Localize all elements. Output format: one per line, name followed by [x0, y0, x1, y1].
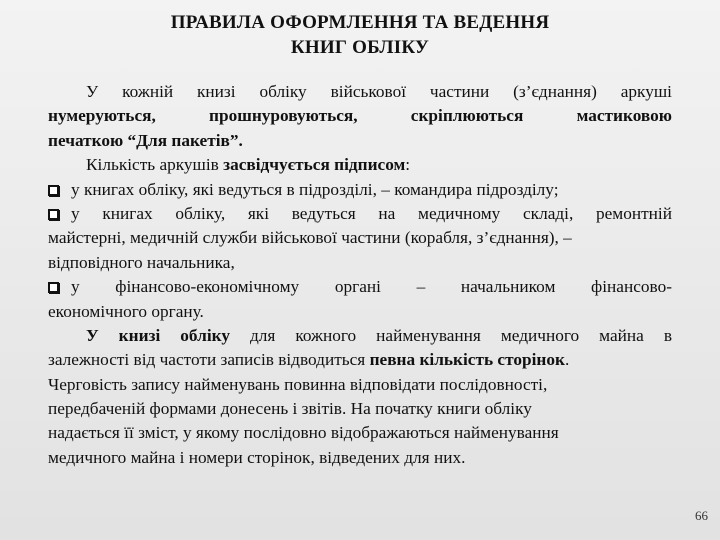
word: майна	[599, 325, 644, 345]
bullet-word	[48, 202, 80, 226]
para1-line3: печаткою “Для пакетів”.	[48, 130, 243, 150]
body-text	[48, 80, 672, 470]
bullet-item-2-line2: майстерні, медичній служби військової частини (корабля, з’єднання), –	[48, 228, 572, 248]
word: обліку	[180, 325, 230, 345]
word: У	[86, 82, 99, 101]
word: у	[71, 203, 80, 223]
word: начальником	[460, 277, 556, 297]
checkbox-bullet-icon	[48, 282, 59, 293]
para1-line1	[48, 80, 672, 104]
word: ремонтній	[595, 203, 672, 223]
word: які	[247, 203, 270, 223]
word: прошнуровуються,	[209, 106, 358, 126]
para3-line3: Черговість запису найменувань повинна відповідати послідовності,	[48, 374, 548, 394]
word: кожній	[122, 82, 174, 101]
word: нумеруються,	[48, 106, 156, 126]
word: складі,	[523, 203, 574, 223]
word: аркуші	[620, 82, 672, 101]
bullet-item-3-line2: економічного органу.	[48, 301, 204, 321]
word: ведуться	[291, 203, 356, 223]
para2-bold-text: засвідчується підписом	[223, 155, 406, 175]
word: на	[378, 203, 396, 223]
word: книзі	[197, 82, 236, 101]
word: медичному	[418, 203, 501, 223]
bullet-item-3	[48, 275, 672, 299]
para2-text: Кількість аркушів	[86, 155, 224, 175]
bullet-item-1	[48, 178, 672, 202]
para2-colon: :	[405, 155, 411, 175]
page-title	[40, 10, 680, 60]
para3-line2-text: залежності від частоти записів відводиться	[48, 350, 370, 370]
para3-line6: медичного майна і номери сторінок, відведених для них.	[48, 447, 466, 467]
word: фінансово-	[591, 277, 672, 297]
word: обліку	[259, 82, 307, 101]
word: найменування	[376, 325, 481, 345]
word: для	[249, 325, 276, 345]
word: мастиковою	[576, 106, 672, 126]
para3-line2	[48, 348, 672, 372]
word: обліку,	[175, 203, 226, 223]
word: кожного	[295, 325, 357, 345]
para3-line5: надається її зміст, у якому послідовно відображаються найменування	[48, 423, 559, 443]
word: органі	[334, 277, 381, 297]
checkbox-bullet-icon	[48, 209, 59, 220]
bullet-word	[48, 275, 80, 299]
word: медичного	[500, 325, 580, 345]
word: фінансово-економічному	[115, 277, 300, 297]
word: У	[86, 325, 99, 345]
word: скріплюються	[410, 106, 524, 126]
word: книзі	[118, 325, 161, 345]
bullet-item-2-line3: відповідного начальника,	[48, 252, 235, 272]
checkbox-bullet-icon	[48, 185, 59, 196]
word: (з’єднання)	[513, 82, 597, 101]
word: частини	[429, 82, 490, 101]
bullet-item-2	[48, 202, 672, 226]
word: військової	[330, 82, 407, 101]
para3-line4: передбаченій формами донесень і звітів. На початку книги обліку	[48, 399, 532, 419]
para2-line	[48, 153, 672, 177]
word: –	[416, 277, 426, 297]
title-line-1: ПРАВИЛА ОФОРМЛЕННЯ ТА ВЕДЕННЯ	[170, 12, 550, 33]
bullet-item-1-text: у книгах обліку, які ведуться в підрозділі, – командира підрозділу;	[71, 179, 559, 199]
word: в	[663, 325, 672, 345]
para1-line2	[48, 104, 672, 128]
para3-line2-end: .	[564, 350, 570, 370]
para3-line1	[48, 324, 672, 348]
title-line-2: КНИГ ОБЛІКУ	[290, 37, 430, 58]
word: у	[71, 277, 80, 297]
page-number: 66	[695, 508, 708, 523]
para3-line2-bold: певна кількість сторінок	[369, 350, 565, 370]
word: книгах	[102, 203, 153, 223]
